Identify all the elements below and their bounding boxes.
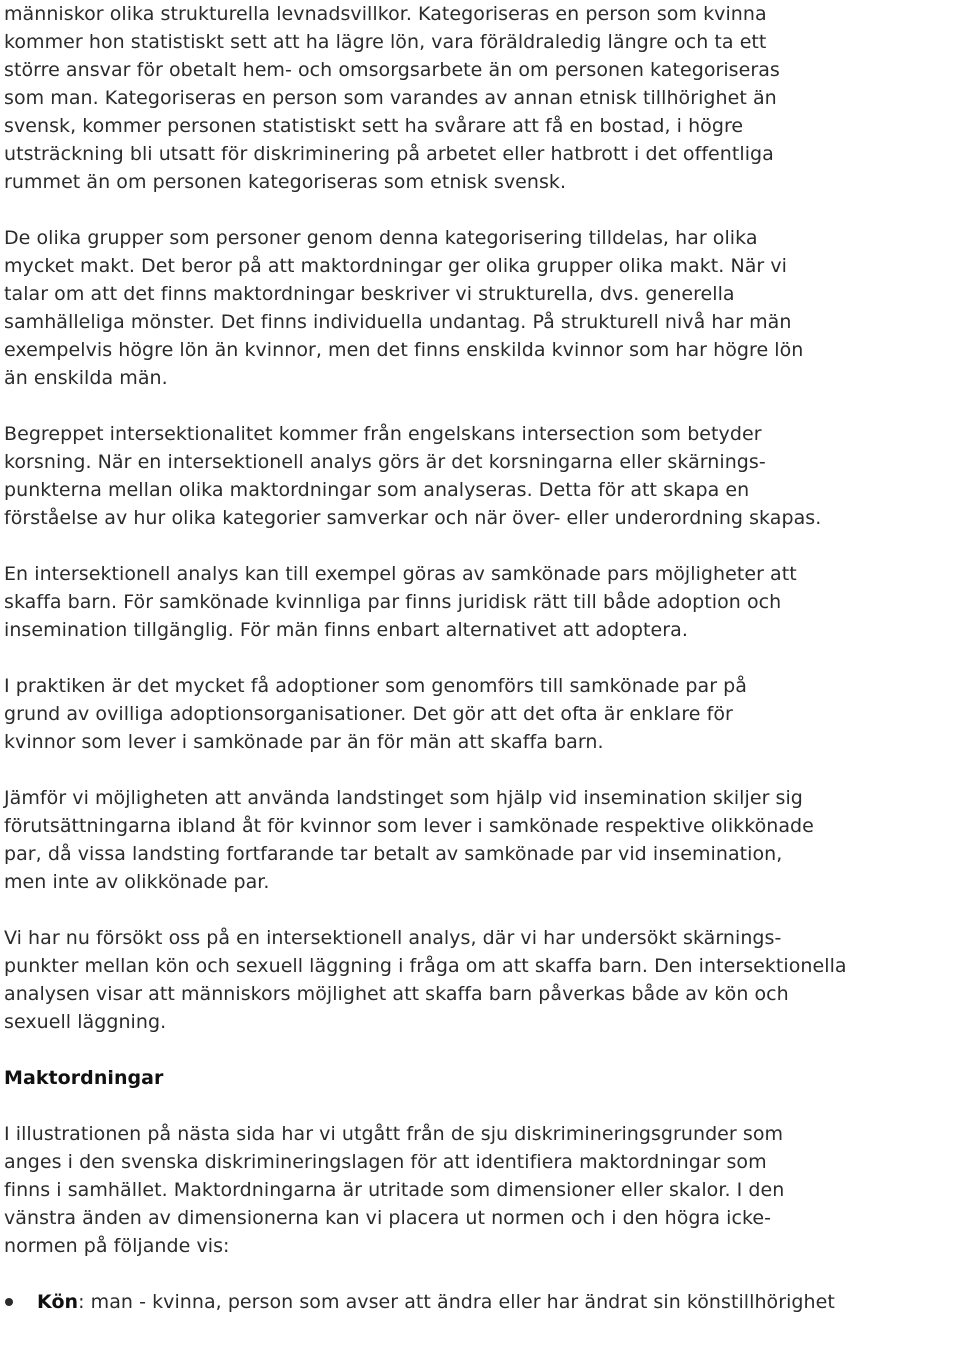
list-item: [4, 1288, 960, 1316]
section-paragraph: [4, 1120, 960, 1260]
bullet-text: : man - kvinna, person som avser att ändra eller har ändrat sin könstillhörighet: [78, 1291, 835, 1313]
text-line: normen på följande vis:: [4, 1235, 230, 1257]
text-line: talar om att det finns maktordningar beskriver vi strukturella, dvs. generella: [4, 283, 735, 305]
text-line: Begreppet intersektionalitet kommer från engelskans intersection som betyder: [4, 423, 762, 445]
bullet-icon: [5, 1298, 13, 1306]
text-line: kommer hon statistiskt sett att ha lägre lön, vara föräldraledig längre och ta ett: [4, 31, 767, 53]
text-line: insemination tillgänglig. För män finns enbart alternativet att adoptera.: [4, 619, 688, 641]
paragraph-7: [4, 924, 960, 1036]
text-line: finns i samhället. Maktordningarna är utritade som dimensioner eller skalor. I den: [4, 1179, 785, 1201]
document-page: [4, 0, 960, 1316]
paragraph-1: [4, 0, 960, 196]
text-line: förståelse av hur olika kategorier samverkar och när över- eller underordning skapas.: [4, 507, 822, 529]
text-line: analysen visar att människors möjlighet att skaffa barn påverkas både av kön och: [4, 983, 789, 1005]
text-line: svensk, kommer personen statistiskt sett ha svårare att få en bostad, i högre: [4, 115, 744, 137]
text-line: än enskilda män.: [4, 367, 168, 389]
paragraph-3: [4, 420, 960, 532]
bullet-list: [4, 1288, 960, 1316]
text-line: En intersektionell analys kan till exempel göras av samkönade pars möjligheter att: [4, 563, 797, 585]
text-line: par, då vissa landsting fortfarande tar betalt av samkönade par vid insemination,: [4, 843, 783, 865]
text-line: Jämför vi möjligheten att använda landstinget som hjälp vid insemination skiljer sig: [4, 787, 803, 809]
text-line: men inte av olikkönade par.: [4, 871, 270, 893]
text-line: I illustrationen på nästa sida har vi utgått från de sju diskrimineringsgrunder som: [4, 1123, 784, 1145]
text-line: punkterna mellan olika maktordningar som analyseras. Detta för att skapa en: [4, 479, 750, 501]
text-line: kvinnor som lever i samkönade par än för män att skaffa barn.: [4, 731, 604, 753]
text-line: samhälleliga mönster. Det finns individuella undantag. På strukturell nivå har män: [4, 311, 792, 333]
text-line: Vi har nu försökt oss på en intersektionell analys, där vi har undersökt skärnings-: [4, 927, 782, 949]
text-line: skaffa barn. För samkönade kvinnliga par finns juridisk rätt till både adoption och: [4, 591, 782, 613]
text-line: som man. Kategoriseras en person som varandes av annan etnisk tillhörighet än: [4, 87, 777, 109]
text-line: förutsättningarna ibland åt för kvinnor som lever i samkönade respektive olikkönade: [4, 815, 814, 837]
paragraph-6: [4, 784, 960, 896]
text-line: punkter mellan kön och sexuell läggning i fråga om att skaffa barn. Den intersektionella: [4, 955, 847, 977]
text-line: vänstra änden av dimensionerna kan vi placera ut normen och i den högra icke-: [4, 1207, 772, 1229]
text-line: grund av ovilliga adoptionsorganisationer. Det gör att det ofta är enklare för: [4, 703, 733, 725]
text-line: utsträckning bli utsatt för diskriminering på arbetet eller hatbrott i det offentliga: [4, 143, 774, 165]
paragraph-5: [4, 672, 960, 756]
text-line: människor olika strukturella levnadsvillkor. Kategoriseras en person som kvinna: [4, 3, 767, 25]
text-line: anges i den svenska diskrimineringslagen för att identifiera maktordningar som: [4, 1151, 767, 1173]
text-line: sexuell läggning.: [4, 1011, 167, 1033]
bullet-term: Kön: [37, 1291, 79, 1313]
section-heading: Maktordningar: [4, 1067, 164, 1089]
text-line: I praktiken är det mycket få adoptioner som genomförs till samkönade par på: [4, 675, 747, 697]
paragraph-2: [4, 224, 960, 392]
text-line: större ansvar för obetalt hem- och omsorgsarbete än om personen kategoriseras: [4, 59, 780, 81]
text-line: exempelvis högre lön än kvinnor, men det finns enskilda kvinnor som har högre lön: [4, 339, 804, 361]
paragraph-4: [4, 560, 960, 644]
text-line: korsning. När en intersektionell analys görs är det korsningarna eller skärnings-: [4, 451, 766, 473]
text-line: mycket makt. Det beror på att maktordningar ger olika grupper olika makt. När vi: [4, 255, 787, 277]
text-line: De olika grupper som personer genom denna kategorisering tilldelas, har olika: [4, 227, 758, 249]
text-line: rummet än om personen kategoriseras som etnisk svensk.: [4, 171, 567, 193]
